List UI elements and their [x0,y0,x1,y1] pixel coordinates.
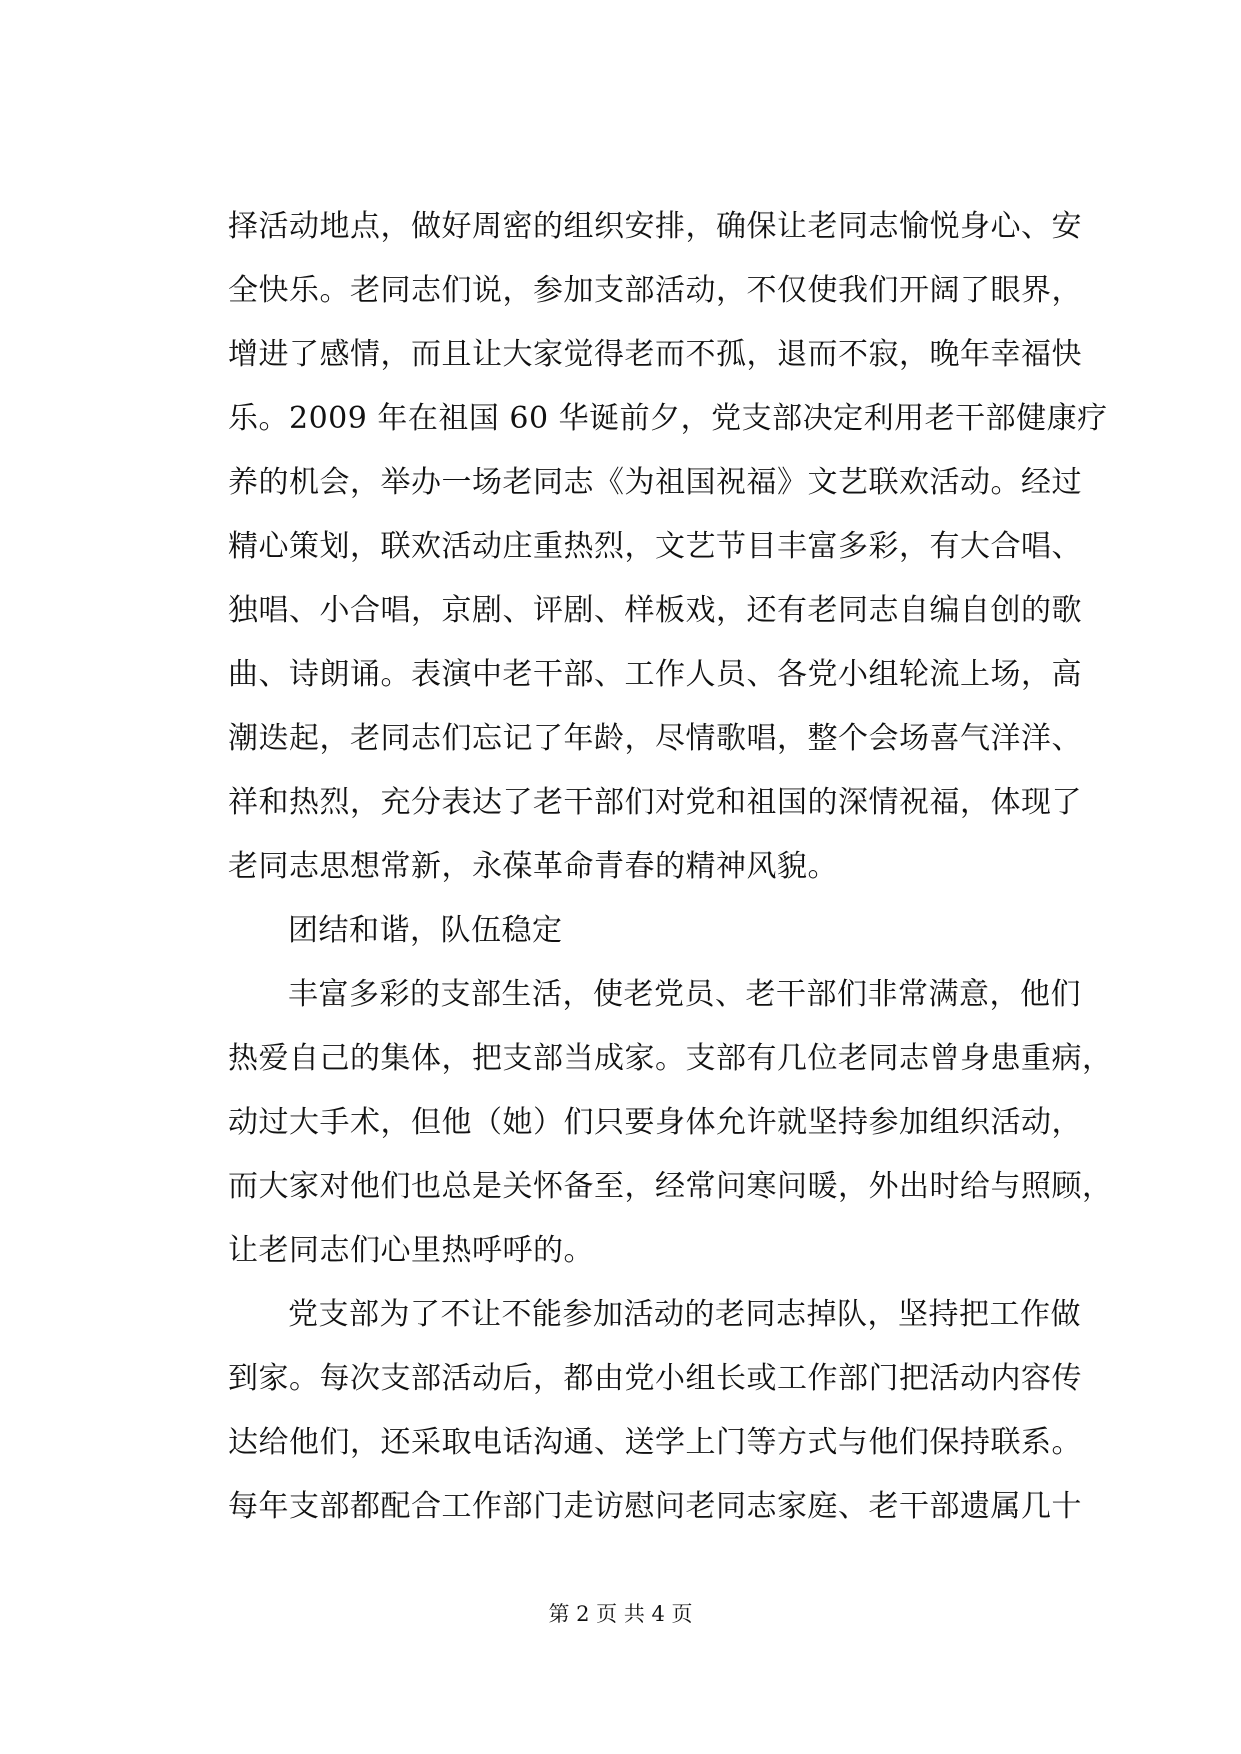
body-text-line: 达给他们，还采取电话沟通、送学上门等方式与他们保持联系。 [228,1425,1082,1460]
paragraph-first-line: 丰富多彩的支部生活，使老党员、老干部们非常满意，他们 [288,977,1081,1012]
body-text-line: 让老同志们心里热呼呼的。 [228,1233,594,1268]
body-text-line: 独唱、小合唱，京剧、评剧、样板戏，还有老同志自编自创的歌 [228,593,1082,628]
body-text-line: 潮迭起，老同志们忘记了年龄，尽情歌唱，整个会场喜气洋洋、 [228,721,1082,756]
body-text-line: 而大家对他们也总是关怀备至，经常问寒问暖，外出时给与照顾， [228,1169,1113,1204]
body-text-line: 精心策划，联欢活动庄重热烈，文艺节目丰富多彩，有大合唱、 [228,529,1082,564]
body-text-line: 乐。2009 年在祖国 60 华诞前夕，党支部决定利用老干部健康疗 [228,401,1108,436]
body-text-line: 增进了感情，而且让大家觉得老而不孤，退而不寂，晚年幸福快 [228,337,1082,372]
paragraph-first-line: 党支部为了不让不能参加活动的老同志掉队，坚持把工作做 [288,1297,1081,1332]
section-heading: 团结和谐，队伍稳定 [288,913,563,948]
body-text-line: 老同志思想常新，永葆革命青春的精神风貌。 [228,849,838,884]
page-number-footer: 第 2 页 共 4 页 [548,1602,693,1626]
body-text-line: 全快乐。老同志们说，参加支部活动，不仅使我们开阔了眼界， [228,273,1082,308]
body-text-line: 每年支部都配合工作部门走访慰问老同志家庭、老干部遗属几十 [228,1489,1082,1524]
body-text-line: 养的机会，举办一场老同志《为祖国祝福》文艺联欢活动。经过 [228,465,1082,500]
body-text-line: 择活动地点，做好周密的组织安排，确保让老同志愉悦身心、安 [228,209,1082,244]
body-text-line: 曲、诗朗诵。表演中老干部、工作人员、各党小组轮流上场，高 [228,657,1082,692]
body-text-line: 热爱自己的集体，把支部当成家。支部有几位老同志曾身患重病， [228,1041,1113,1076]
body-text-line: 到家。每次支部活动后，都由党小组长或工作部门把活动内容传 [228,1361,1082,1396]
body-text-line: 祥和热烈，充分表达了老干部们对党和祖国的深情祝福，体现了 [228,785,1082,820]
body-text-line: 动过大手术，但他（她）们只要身体允许就坚持参加组织活动， [228,1105,1082,1140]
